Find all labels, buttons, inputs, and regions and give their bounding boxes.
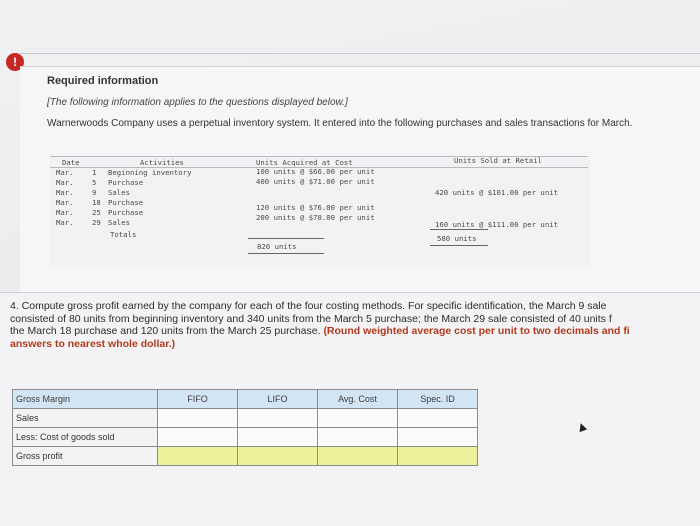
ledger-row-acquired: 400 units @ $71.00 per unit [256, 177, 375, 186]
question-instruction: (Round weighted average cost per unit to two decimals and fi [323, 325, 630, 338]
cogs-spec-id-input[interactable] [398, 428, 478, 447]
ledger-row-day: 5 [92, 178, 97, 187]
question-instruction: answers to nearest whole dollar.) [10, 337, 176, 350]
cogs-avg-cost-input[interactable] [318, 428, 398, 447]
ledger-header-activities: Activities [140, 158, 184, 167]
totals-underline [430, 229, 488, 230]
table-row [13, 447, 478, 466]
ledger-total-sold: 580 units [437, 234, 477, 243]
ledger-row-day: 18 [92, 198, 101, 207]
header-gross-margin: Gross Margin [13, 390, 158, 409]
ledger-totals-label: Totals [110, 230, 137, 239]
ledger-row-month: Mar. [56, 168, 74, 177]
row-label-sales: Sales [13, 409, 158, 428]
ledger-total-acquired: 820 units [257, 242, 297, 251]
ledger-row-activity: Sales [108, 188, 130, 197]
ledger-row-sold: 420 units @ $101.00 per unit [435, 188, 559, 197]
sales-fifo-input[interactable] [158, 409, 238, 428]
ledger-row-activity: Sales [108, 218, 130, 227]
question-text [10, 300, 700, 350]
header-fifo: FIFO [158, 390, 238, 409]
row-label-gross-profit: Gross profit [13, 447, 158, 466]
ledger-row-day: 9 [92, 188, 97, 197]
ledger-row-month: Mar. [56, 188, 74, 197]
gross-profit-avg-cost-input[interactable] [318, 447, 398, 466]
alert-icon: ! [6, 53, 24, 71]
ledger-row-acquired: 100 units @ $66.00 per unit [256, 167, 375, 176]
gross-profit-lifo-input[interactable] [238, 447, 318, 466]
required-info-note: [The following information applies to the questions displayed below.] [47, 97, 348, 108]
ledger-row-month: Mar. [56, 178, 74, 187]
gross-profit-spec-id-input[interactable] [398, 447, 478, 466]
ledger-header-sold: Units Sold at Retail [454, 156, 542, 165]
ledger-row-sold: 160 units @ $111.00 per unit [435, 220, 559, 229]
ledger-row-month: Mar. [56, 198, 74, 207]
table-header-row [13, 390, 478, 409]
header-spec-id: Spec. ID [398, 390, 478, 409]
ledger-header-acquired: Units Acquired at Cost [256, 158, 353, 167]
sales-avg-cost-input[interactable] [318, 409, 398, 428]
required-info-description: Warnerwoods Company uses a perpetual inventory system. It entered into the following purchases and sales transactions for March. [47, 118, 633, 129]
table-row [13, 428, 478, 447]
gross-profit-fifo-input[interactable] [158, 447, 238, 466]
ledger-header-date: Date [62, 158, 80, 167]
question-line: 4. Compute gross profit earned by the company for each of the four costing methods. For specific identification, the March 9 sale [10, 300, 607, 312]
ledger-row-activity: Purchase [108, 178, 144, 187]
sales-lifo-input[interactable] [238, 409, 318, 428]
ledger-row-day: 29 [92, 218, 101, 227]
ledger-row-acquired: 120 units @ $76.00 per unit [256, 203, 375, 212]
totals-underline [248, 238, 324, 239]
cogs-fifo-input[interactable] [158, 428, 238, 447]
gross-margin-table [12, 389, 478, 466]
question-line: the March 18 purchase and 120 units from the March 25 purchase. [10, 325, 324, 338]
row-label-cogs: Less: Cost of goods sold [13, 428, 158, 447]
ledger-row-month: Mar. [56, 218, 74, 227]
divider [20, 53, 700, 54]
totals-underline [430, 245, 488, 246]
required-info-title: Required information [47, 75, 159, 87]
ledger-row-month: Mar. [56, 208, 74, 217]
ledger-row-day: 25 [92, 208, 101, 217]
sales-spec-id-input[interactable] [398, 409, 478, 428]
header-avg-cost: Avg. Cost [318, 390, 398, 409]
ledger-row-day: 1 [92, 168, 97, 177]
ledger-row-activity: Beginning inventory [108, 168, 192, 177]
question-line: consisted of 80 units from beginning inventory and 340 units from the March 5 purchase; the March 29 sale consisted of 40 units f [10, 312, 612, 325]
ledger-row-acquired: 200 units @ $78.00 per unit [256, 213, 375, 222]
ledger-row-activity: Purchase [108, 208, 144, 217]
totals-underline [248, 253, 324, 254]
ledger-row-activity: Purchase [108, 198, 144, 207]
inventory-ledger [50, 156, 590, 266]
table-row [13, 409, 478, 428]
cogs-lifo-input[interactable] [238, 428, 318, 447]
header-lifo: LIFO [238, 390, 318, 409]
